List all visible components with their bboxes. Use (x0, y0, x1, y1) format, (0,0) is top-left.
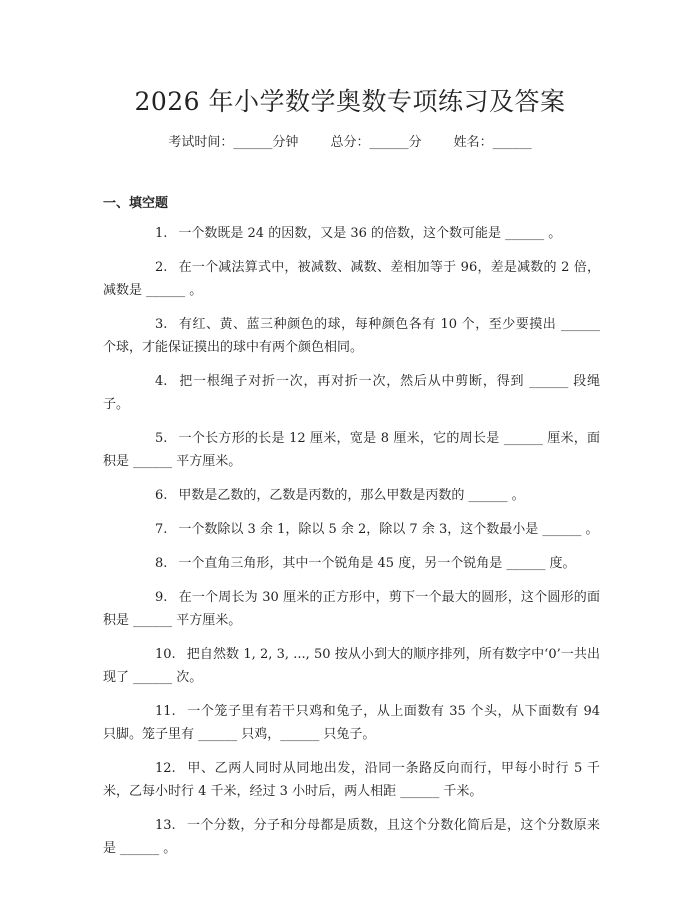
question-text: 甲、乙两人同时从同地出发，沿同一条路反向而行，甲每小时行 5 千米，乙每小时行 4 千米，经过 3 小时后，两人相距 ______ 千米。 (103, 761, 600, 799)
exam-time: 考试时间：______分钟 (168, 135, 299, 150)
question-text: 一个数除以 3 余 1，除以 5 余 2，除以 7 余 3，这个数最小是 ______ 。 (178, 522, 599, 537)
question-number: 12. (155, 761, 176, 776)
question-4 (103, 370, 600, 416)
question-10 (103, 643, 600, 689)
question-text: 一个直角三角形，其中一个锐角是 45 度，另一个锐角是 ______ 度。 (178, 556, 576, 571)
question-number: 6. (155, 488, 168, 503)
student-name: 姓名：______ (453, 135, 532, 150)
section-title: 一、填空题 (103, 196, 169, 211)
question-3 (103, 313, 600, 359)
question-12 (103, 757, 600, 803)
question-7 (103, 518, 600, 541)
question-5 (103, 427, 600, 473)
question-text: 甲数是乙数的，乙数是丙数的，那么甲数是丙数的 ______ 。 (178, 488, 525, 503)
question-number: 1. (155, 226, 168, 241)
question-11 (103, 700, 600, 746)
question-number: 3. (155, 317, 168, 332)
exam-meta (0, 131, 700, 150)
question-text: 一个分数，分子和分母都是质数，且这个分数化简后是，这个分数原来是 ______ 。 (103, 818, 600, 856)
question-list (103, 222, 600, 871)
question-text: 一个笼子里有若干只鸡和兔子，从上面数有 35 个头，从下面数有 94 只脚。笼子里有 ______ 只鸡，______ 只兔子。 (103, 704, 600, 742)
question-number: 11. (155, 704, 176, 719)
question-6 (103, 484, 600, 507)
exam-score: 总分：______分 (330, 135, 422, 150)
question-1 (103, 222, 600, 245)
question-number: 5. (155, 431, 168, 446)
question-text: 把一根绳子对折一次，再对折一次，然后从中剪断，得到 ______ 段绳子。 (103, 374, 600, 412)
question-2 (103, 256, 600, 302)
question-text: 一个长方形的长是 12 厘米，宽是 8 厘米，它的周长是 ______ 厘米，面积是 ______ 平方厘米。 (103, 431, 600, 469)
question-8 (103, 552, 600, 575)
question-9 (103, 586, 600, 632)
question-13 (103, 814, 600, 860)
question-number: 10. (155, 647, 176, 662)
question-text: 在一个减法算式中，被减数、减数、差相加等于 96，差是减数的 2 倍，减数是 ______ 。 (103, 260, 600, 298)
question-text: 一个数既是 24 的因数，又是 36 的倍数，这个数可能是 ______ 。 (178, 226, 562, 241)
question-text: 有红、黄、蓝三种颜色的球，每种颜色各有 10 个，至少要摸出 ______ 个球，才能保证摸出的球中有两个颜色相同。 (103, 317, 600, 355)
question-text: 在一个周长为 30 厘米的正方形中，剪下一个最大的圆形，这个圆形的面积是 ______ 平方厘米。 (103, 590, 600, 628)
question-number: 7. (155, 522, 168, 537)
question-number: 2. (155, 260, 168, 275)
question-number: 8. (155, 556, 168, 571)
question-number: 4. (155, 374, 168, 389)
question-number: 13. (155, 818, 176, 833)
question-number: 9. (155, 590, 168, 605)
question-text: 把自然数 1, 2, 3, ..., 50 按从小到大的顺序排列，所有数字中‘0’一共出现了 ______ 次。 (103, 647, 600, 685)
page-title: 2026 年小学数学奥数专项练习及答案 (134, 87, 566, 116)
